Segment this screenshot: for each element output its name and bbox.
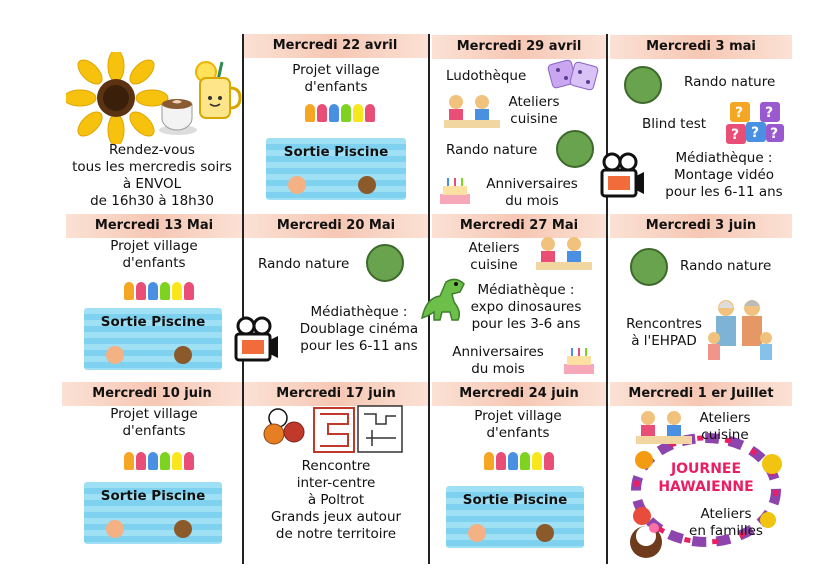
activity-line: Médiathèque : — [310, 304, 408, 320]
swimmer-icon — [288, 176, 306, 194]
date-header: Mercredi 1 er Juillet — [610, 382, 792, 406]
sports-balls-icon — [262, 406, 312, 450]
activity-text — [462, 240, 526, 274]
swimmer-icon — [174, 520, 192, 538]
activity-line: d'enfants — [122, 423, 186, 439]
activity-line: Médiathèque : — [675, 150, 773, 166]
lemonade-icon — [192, 60, 242, 128]
activity-line: inter-centre — [296, 475, 376, 491]
activity-line: Ludothèque — [446, 68, 527, 84]
activity-text — [690, 410, 760, 444]
children-group-icon — [124, 452, 194, 470]
activity-text — [656, 150, 792, 201]
activity-line: Ateliers — [468, 240, 520, 256]
hiker-icon — [630, 248, 668, 286]
cooking-kids-icon — [442, 94, 502, 134]
activity-line: à Poltrot — [307, 492, 365, 508]
activity-line: du mois — [471, 361, 525, 377]
activity-line: cuisine — [470, 257, 518, 273]
activity-line: Doublage cinéma — [299, 321, 419, 337]
cooking-kids-icon — [534, 236, 594, 276]
activity-line: Rando nature — [446, 142, 538, 158]
activity-line: Rando nature — [258, 256, 350, 272]
activity-line: Projet village — [110, 406, 198, 422]
birthday-cake-icon — [434, 174, 476, 210]
swimmer-icon — [468, 524, 486, 542]
svg-text:?: ? — [735, 105, 744, 121]
svg-text:?: ? — [770, 126, 779, 142]
swimming-pool-badge — [446, 486, 584, 548]
pool-outing-label: Sortie Piscine — [462, 492, 568, 508]
date-header: Mercredi 24 juin — [432, 382, 606, 406]
swimmer-icon — [174, 346, 192, 364]
activity-line: d'enfants — [486, 425, 550, 441]
date-header: Mercredi 22 avril — [242, 34, 428, 58]
activity-text — [618, 316, 710, 350]
svg-text:?: ? — [731, 127, 740, 143]
swimmer-icon — [536, 524, 554, 542]
intro-text — [62, 142, 242, 210]
date-header: Mercredi 20 Mai — [244, 214, 428, 238]
activity-line: cuisine — [701, 427, 749, 443]
swimming-pool-badge — [84, 308, 222, 370]
intro-line: Rendez-vous — [109, 142, 195, 158]
activity-text — [464, 282, 588, 333]
activity-text — [480, 176, 584, 210]
date-header: Mercredi 17 juin — [244, 382, 428, 406]
activity-line: Blind test — [642, 116, 707, 132]
swimming-pool-badge — [84, 482, 222, 544]
activity-text — [246, 62, 426, 96]
hawaiian-title-line: JOURNEE — [670, 461, 742, 477]
children-group-icon — [484, 452, 554, 470]
activity-line: pour les 3-6 ans — [471, 316, 581, 332]
activity-line: Ateliers — [700, 506, 752, 522]
cooking-kids-icon — [634, 410, 694, 450]
activity-line: en familles — [689, 523, 763, 539]
date-header: Mercredi 3 juin — [610, 214, 792, 238]
date-header: Mercredi 27 Mai — [432, 214, 606, 238]
pool-outing-label: Sortie Piscine — [100, 314, 206, 330]
intro-line: à ENVOL — [122, 176, 182, 192]
swimming-pool-badge — [266, 138, 406, 200]
maze-map-icon — [312, 404, 404, 460]
elderly-and-children-icon — [706, 294, 776, 368]
pool-outing-label: Sortie Piscine — [100, 488, 206, 504]
date-header: Mercredi 3 mai — [610, 35, 792, 59]
activity-text — [66, 406, 242, 440]
date-header: Mercredi 13 Mai — [66, 214, 242, 238]
children-group-icon — [305, 104, 375, 122]
activity-line: Rando nature — [684, 74, 776, 90]
hawaiian-title-line: HAWAIENNE — [658, 479, 754, 495]
swimmer-icon — [106, 346, 124, 364]
hiker-icon — [556, 130, 594, 168]
activity-line: pour les 6-11 ans — [300, 338, 418, 354]
date-header: Mercredi 10 juin — [62, 382, 242, 406]
activity-line: Rencontre — [301, 458, 371, 474]
activity-line: Anniversaires — [452, 344, 544, 360]
column-divider — [242, 34, 244, 564]
swimmer-icon — [358, 176, 376, 194]
swimmer-icon — [106, 520, 124, 538]
intro-line: tous les mercredis soirs — [72, 159, 232, 175]
children-group-icon — [124, 282, 194, 300]
hiker-icon — [366, 244, 404, 282]
activity-line: d'enfants — [122, 255, 186, 271]
activity-line: Montage vidéo — [673, 167, 775, 183]
birthday-cake-icon — [558, 344, 600, 380]
dice-icon — [546, 56, 602, 98]
activity-text — [292, 304, 426, 355]
activity-line: Anniversaires — [486, 176, 578, 192]
activity-text — [676, 506, 776, 540]
activity-line: d'enfants — [304, 79, 368, 95]
activity-line: cuisine — [510, 111, 558, 127]
activity-text — [432, 408, 604, 442]
svg-text:?: ? — [765, 105, 774, 121]
activity-line: Projet village — [474, 408, 562, 424]
activity-line: Médiathèque : — [477, 282, 575, 298]
svg-text:?: ? — [751, 125, 760, 141]
video-camera-icon — [232, 316, 278, 370]
activity-line: Ateliers — [508, 94, 560, 110]
activity-line: Rencontres — [626, 316, 702, 332]
activity-line: Projet village — [292, 62, 380, 78]
activity-text — [502, 94, 566, 128]
hiker-icon — [624, 66, 662, 104]
activity-line: Rando nature — [680, 258, 772, 274]
hawaiian-day-title — [650, 460, 762, 496]
activity-line: Projet village — [110, 238, 198, 254]
video-camera-icon — [598, 152, 644, 206]
activity-line: du mois — [505, 193, 559, 209]
activity-line: Ateliers — [699, 410, 751, 426]
activity-line: à l'EHPAD — [631, 333, 697, 349]
question-marks-icon — [724, 100, 786, 152]
intro-line: de 16h30 à 18h30 — [90, 193, 214, 209]
activity-line: expo dinosaures — [470, 299, 582, 315]
date-header: Mercredi 29 avril — [432, 35, 606, 59]
activity-text — [446, 344, 550, 378]
activity-line: Grands jeux autour — [270, 509, 402, 525]
activity-text — [66, 238, 242, 272]
activity-line: de notre territoire — [275, 526, 397, 542]
activity-text — [246, 458, 426, 543]
pool-outing-label: Sortie Piscine — [283, 144, 389, 160]
activity-line: pour les 6-11 ans — [665, 184, 783, 200]
column-divider — [606, 34, 608, 564]
